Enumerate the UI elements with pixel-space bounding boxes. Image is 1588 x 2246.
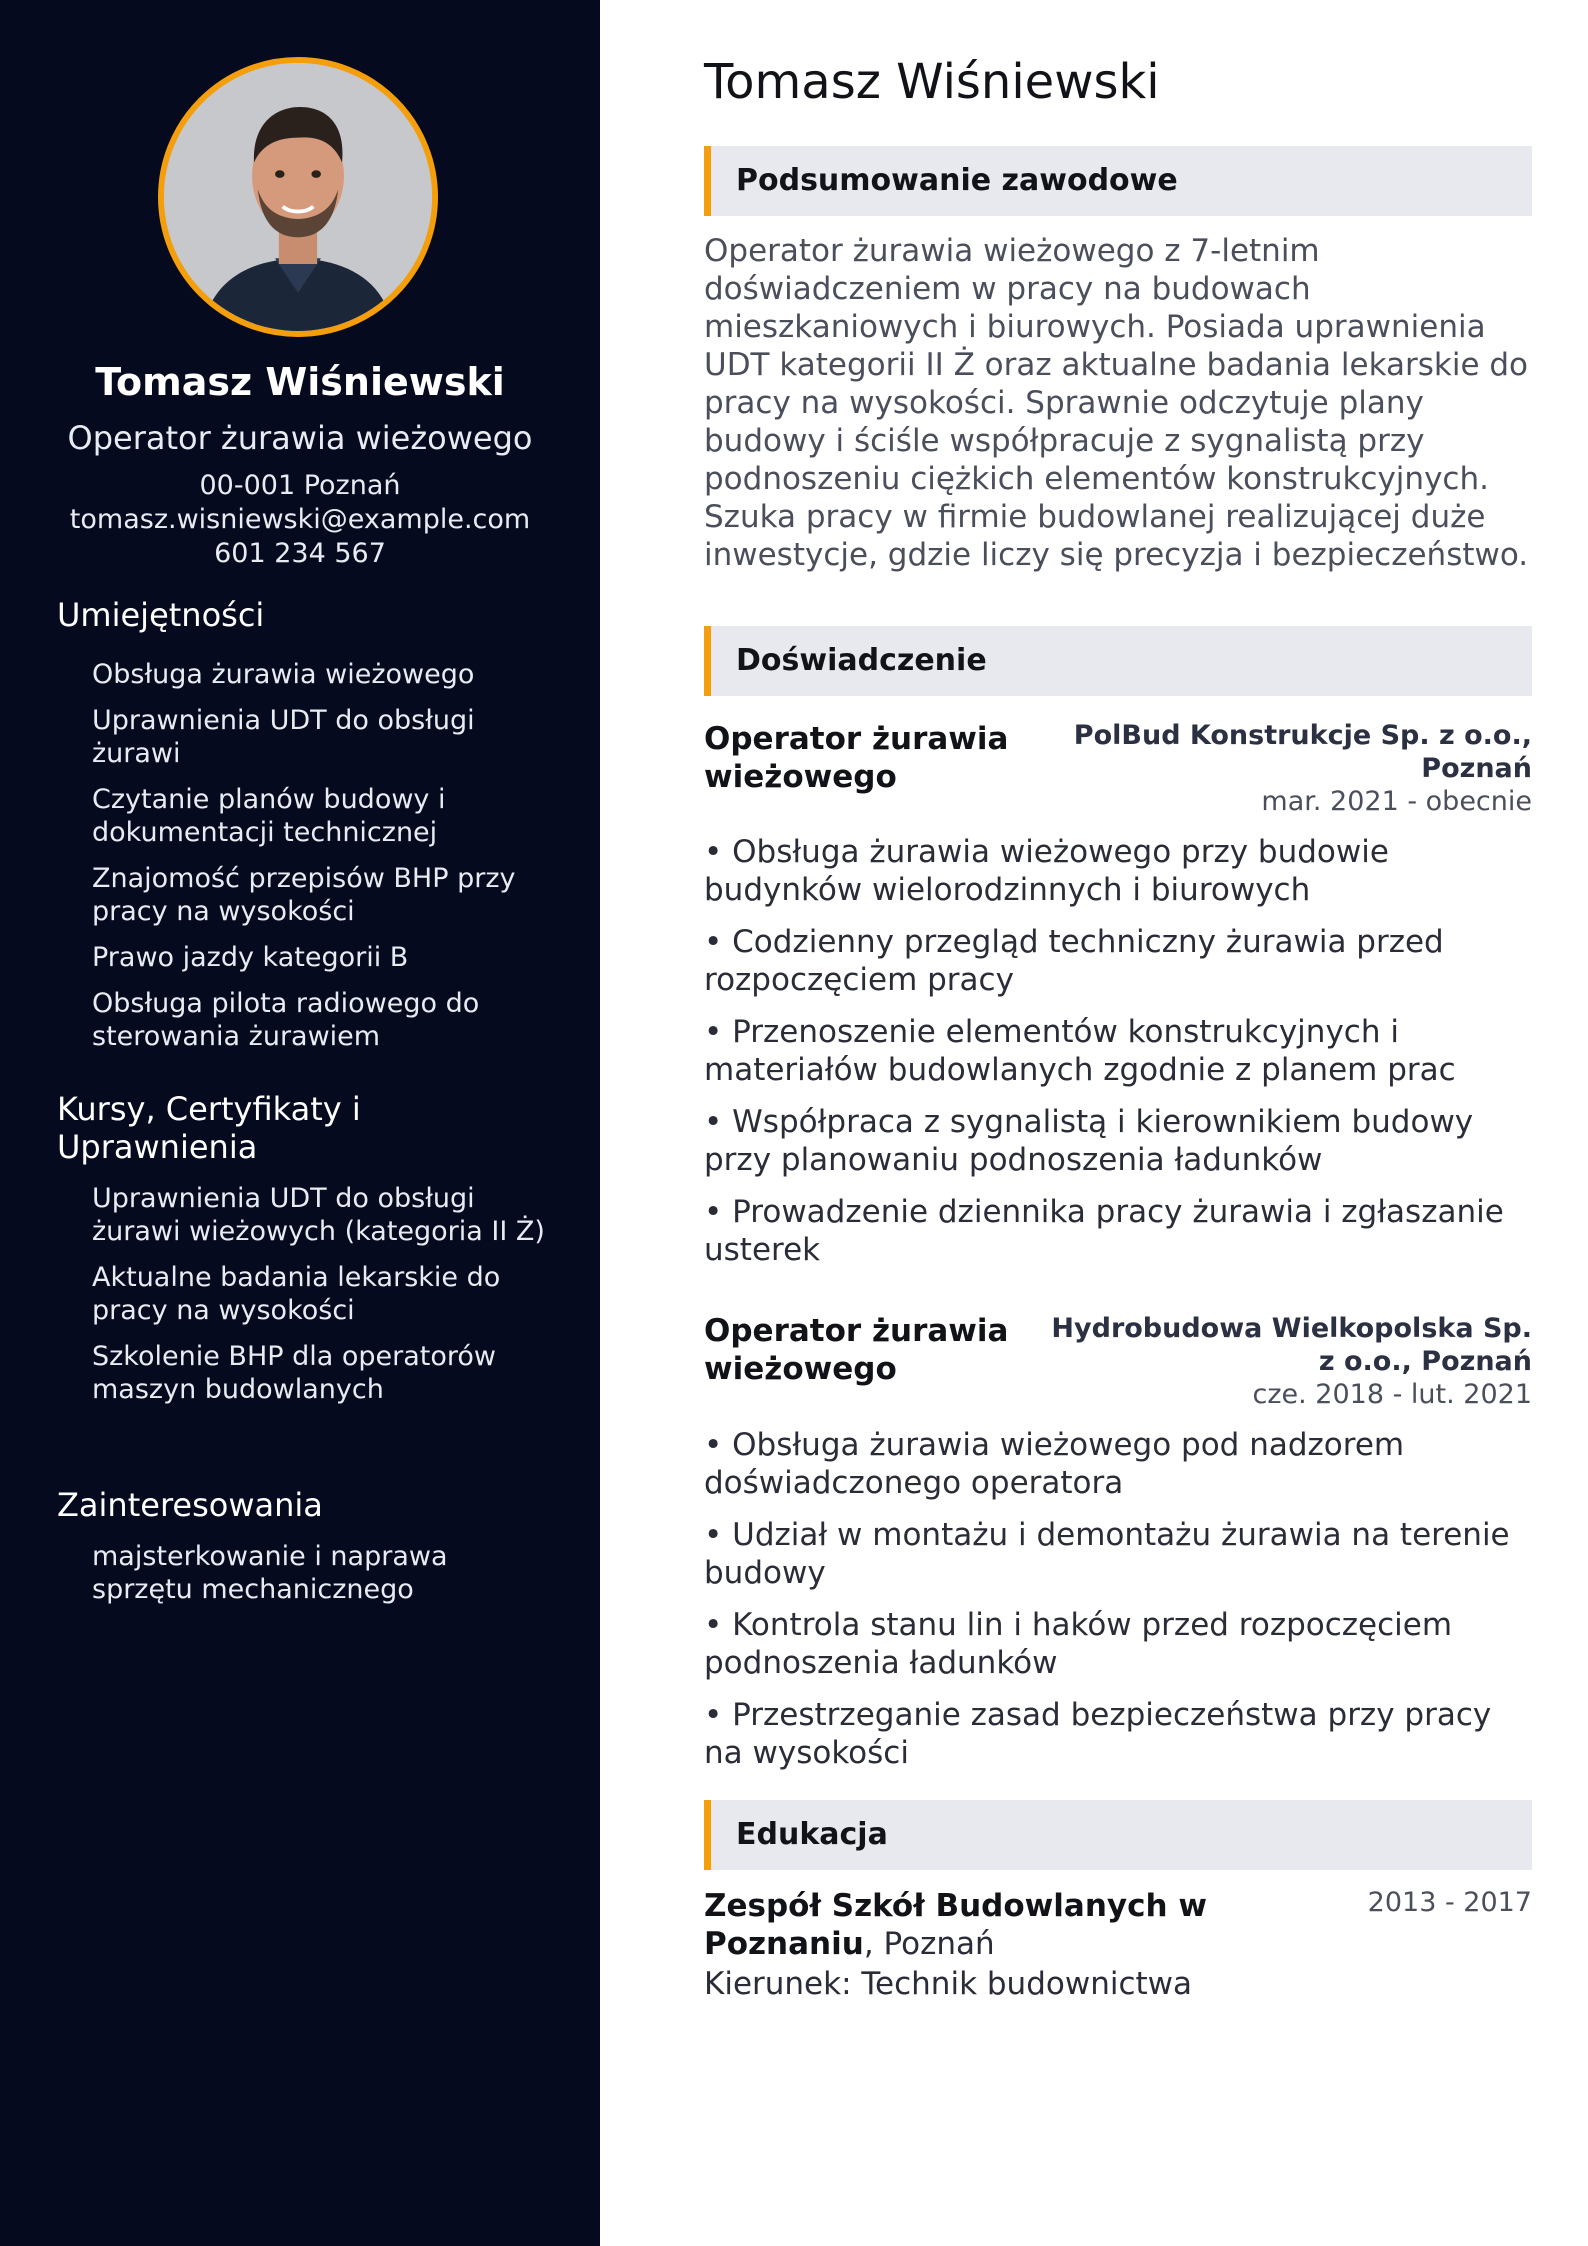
course-item: Aktualne badania lekarskie do pracy na wysokości	[92, 1262, 501, 1326]
sidebar-name: Tomasz Wiśniewski	[95, 360, 505, 404]
summary-text: Operator żurawia wieżowego z 7-letnim doświadczeniem w pracy na budowach mieszkaniowych i biurowych. Posiada uprawnienia UDT kategorii II Ż oraz aktualne badania lekarskie do pracy na wysokości. Sprawnie odczytuje plany budowy i ściśle współpracuje z sygnalistą przy podnoszeniu ciężkich elementów konstrukcyjnych. Szuka pracy w firmie budowlanej realizującej duże inwestycje, gdzie liczy się precyzja i bezpieczeństwo.	[704, 233, 1529, 573]
education-school	[704, 1887, 1264, 1963]
skill-item: Prawo jazdy kategorii B	[92, 942, 409, 973]
job-bullet: • Udział w montażu i demontażu żurawia na terenie budowy	[704, 1516, 1534, 1592]
main-name: Tomasz Wiśniewski	[704, 54, 1160, 110]
courses-heading: Kursy, Certyfikaty i Uprawnienia	[57, 1090, 361, 1166]
job-bullet: • Przenoszenie elementów konstrukcyjnych i materiałów budowlanych zgodnie z planem prac	[704, 1013, 1534, 1089]
sidebar	[0, 0, 600, 2246]
skill-item: Uprawnienia UDT do obsługi żurawi	[92, 705, 475, 769]
contact-email[interactable]: tomasz.wisniewski@example.com	[69, 504, 531, 535]
courses-list	[92, 1182, 552, 1419]
job-title: Operator żurawia wieżowego	[704, 1313, 1009, 1387]
contact-info	[0, 469, 600, 571]
interest-item: majsterkowanie i naprawa sprzętu mechanicznego	[92, 1541, 448, 1605]
education-city: , Poznań	[863, 1926, 995, 1962]
summary-heading: Podsumowanie zawodowe	[704, 146, 1532, 216]
job-meta	[1040, 1312, 1532, 1411]
job-title: Operator żurawia wieżowego	[704, 721, 1009, 795]
job-bullet: • Obsługa żurawia wieżowego przy budowie budynków wielorodzinnych i biurowych	[704, 833, 1534, 909]
skill-item: Znajomość przepisów BHP przy pracy na wysokości	[92, 863, 516, 927]
job-bullets	[704, 833, 1534, 1283]
job-bullet: • Obsługa żurawia wieżowego pod nadzorem doświadczonego operatora	[704, 1426, 1534, 1502]
job-bullet: • Codzienny przegląd techniczny żurawia przed rozpoczęciem pracy	[704, 923, 1534, 999]
job-company: Hydrobudowa Wielkopolska Sp. z o.o., Poznań	[1051, 1313, 1532, 1377]
profile-photo	[158, 57, 438, 337]
interests-heading: Zainteresowania	[57, 1486, 323, 1524]
job-bullet: • Przestrzeganie zasad bezpieczeństwa przy pracy na wysokości	[704, 1696, 1534, 1772]
sidebar-job-title: Operator żurawia wieżowego	[67, 419, 533, 457]
course-item: Szkolenie BHP dla operatorów maszyn budowlanych	[92, 1341, 497, 1405]
education-heading: Edukacja	[704, 1800, 1532, 1870]
job-meta	[1040, 719, 1532, 818]
course-item: Uprawnienia UDT do obsługi żurawi wieżowych (kategoria II Ż)	[92, 1183, 545, 1247]
contact-phone[interactable]: 601 234 567	[214, 538, 386, 569]
education-field: Kierunek: Technik budownictwa	[704, 1966, 1193, 2002]
profile-photo-image	[164, 63, 432, 331]
job-bullet: • Współpraca z sygnalistą i kierownikiem budowy przy planowaniu podnoszenia ładunków	[704, 1103, 1534, 1179]
skill-item: Obsługa pilota radiowego do sterowania żurawiem	[92, 988, 480, 1052]
interests-list	[92, 1540, 552, 1619]
job-bullet: • Prowadzenie dziennika pracy żurawia i zgłaszanie usterek	[704, 1193, 1534, 1269]
job-bullet: • Kontrola stanu lin i haków przed rozpoczęciem podnoszenia ładunków	[704, 1606, 1534, 1682]
contact-address: 00-001 Poznań	[199, 470, 401, 501]
skills-heading: Umiejętności	[57, 596, 265, 634]
skill-item: Czytanie planów budowy i dokumentacji technicznej	[92, 784, 446, 848]
education-dates: 2013 - 2017	[1367, 1887, 1532, 1918]
education-school-name: Zespół Szkół Budowlanych w Poznaniu	[704, 1888, 1208, 1962]
job-dates: cze. 2018 - lut. 2021	[1252, 1379, 1532, 1410]
job-dates: mar. 2021 - obecnie	[1261, 786, 1532, 817]
skill-item: Obsługa żurawia wieżowego	[92, 659, 475, 690]
job-bullets	[704, 1426, 1534, 1786]
job-company: PolBud Konstrukcje Sp. z o.o., Poznań	[1073, 720, 1532, 784]
experience-heading: Doświadczenie	[704, 626, 1532, 696]
skills-list	[92, 658, 552, 1066]
